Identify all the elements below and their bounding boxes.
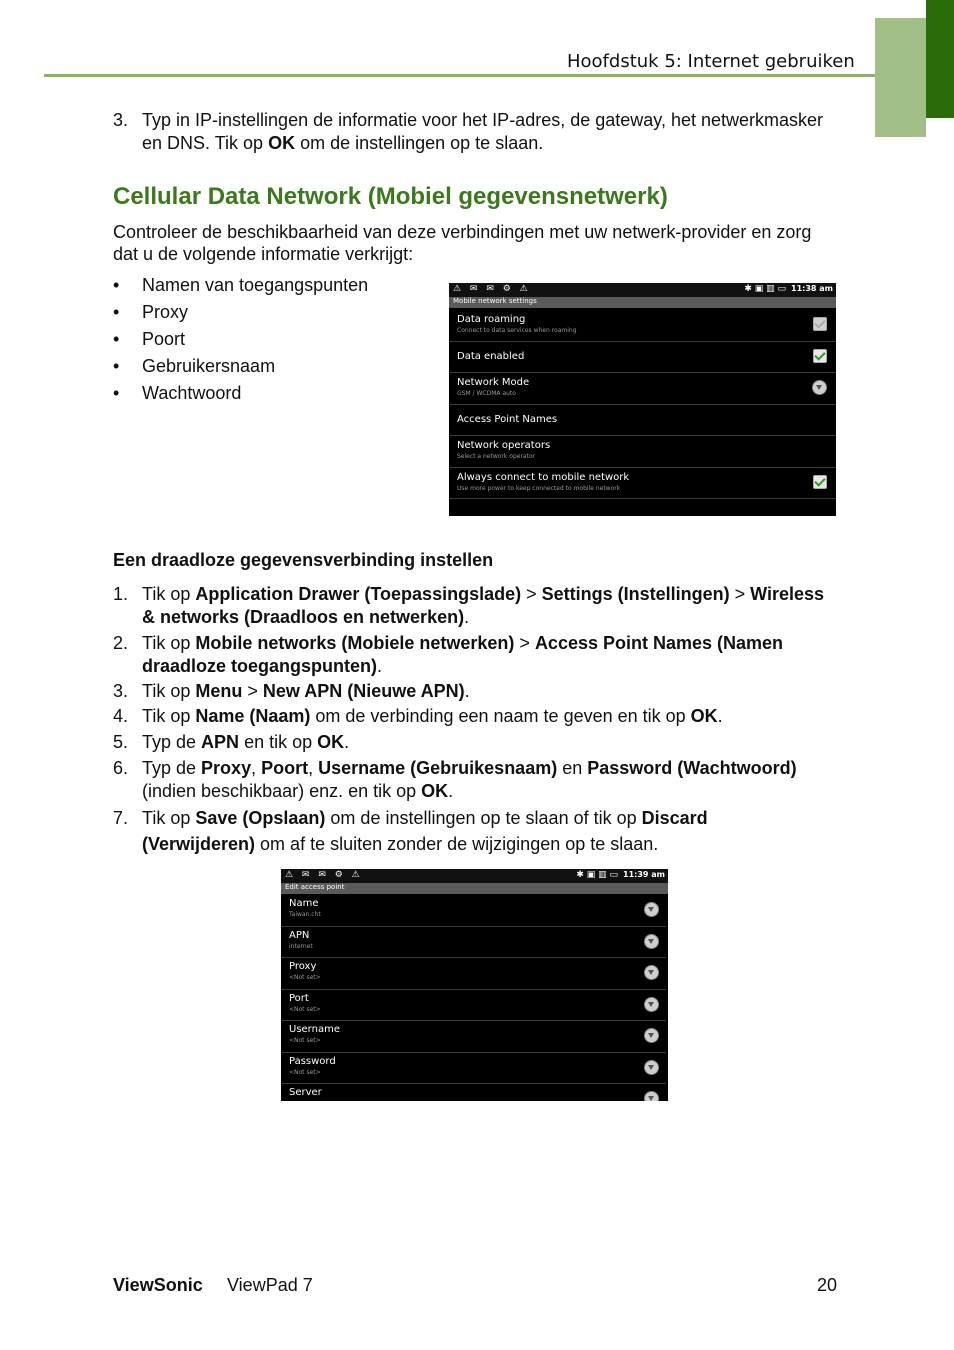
step-text-bold: Discard (Verwijderen)	[142, 808, 708, 854]
step-text-bold: Wireless & networks (Draadloos en netwerken)	[142, 584, 825, 627]
settings-row[interactable]	[449, 435, 836, 468]
status-icons: ✱ ▣ ▥ ▭	[744, 284, 786, 294]
bullet-text: Proxy	[142, 302, 189, 322]
step-text-part: om de instellingen op te slaan of tik op	[325, 808, 642, 828]
step-text-bold: Proxy	[201, 758, 252, 778]
corner-tab-light	[875, 18, 926, 137]
step-text-part: .	[344, 732, 350, 752]
screen-title: Edit access point	[285, 883, 345, 891]
step-text-bold: OK	[421, 781, 449, 801]
settings-row[interactable]	[449, 341, 836, 374]
dropdown-icon[interactable]	[644, 1060, 659, 1075]
status-time: 11:38 am	[791, 284, 833, 293]
settings-row-label: Always connect to mobile network	[457, 471, 630, 483]
step-text-part: ,	[308, 758, 319, 778]
step-number: 2.	[113, 633, 129, 653]
notification-icons: ⚠ ✉ ✉ ⚙ ⚠	[285, 870, 363, 880]
step-text-part: .	[377, 656, 383, 676]
step-text-part: en	[557, 758, 588, 778]
step-text-bold: Username (Gebruikesnaam)	[318, 758, 558, 778]
step-text-part: .	[464, 607, 470, 627]
apn-field-value: Taiwan.cht	[289, 911, 321, 918]
intro-step-text	[142, 109, 842, 155]
apn-field-row[interactable]	[281, 894, 666, 927]
bullet-marker: •	[113, 383, 120, 403]
apn-field-value: <Not set>	[289, 1068, 321, 1076]
apn-field-row[interactable]	[281, 1052, 666, 1085]
apn-field-label: Username	[289, 1024, 340, 1035]
dropdown-icon[interactable]	[644, 997, 659, 1012]
step-text-bold: New APN (Nieuwe APN)	[262, 681, 465, 701]
step-text-bold: Settings (Instellingen)	[541, 584, 730, 604]
step-text-part: .	[448, 781, 454, 801]
screen-title: Mobile network settings	[453, 297, 537, 305]
status-time: 11:39 am	[623, 870, 665, 879]
footer-model: ViewPad 7	[227, 1275, 313, 1295]
settings-row[interactable]	[449, 467, 836, 500]
step-text-bold: OK	[690, 706, 718, 726]
intro-step-text-after: om de instellingen op te slaan.	[295, 133, 544, 153]
checkbox-disabled-icon[interactable]	[813, 317, 827, 331]
bullet-marker: •	[113, 275, 120, 295]
step-text	[142, 757, 842, 803]
step-text	[142, 705, 842, 728]
apn-field-row[interactable]	[281, 926, 666, 959]
dropdown-icon[interactable]	[644, 902, 659, 917]
settings-row-summary: GSM / WCDMA auto	[457, 390, 516, 397]
step-number: 6.	[113, 758, 129, 778]
apn-field-value: <Not set>	[289, 1005, 321, 1013]
step-number: 1.	[113, 584, 129, 604]
intro-step-bold: OK	[268, 133, 296, 153]
dropdown-icon[interactable]	[812, 380, 827, 395]
settings-row[interactable]	[449, 372, 836, 405]
mobile-network-settings-screenshot	[449, 283, 836, 516]
status-bar	[281, 869, 668, 884]
settings-row-summary: Connect to data services when roaming	[457, 327, 577, 334]
chapter-header: Hoofdstuk 5: Internet gebruiken	[567, 51, 855, 72]
step-text-part: Tik op	[142, 706, 196, 726]
step-text-part: en tik op	[239, 732, 318, 752]
step-text-part: ,	[251, 758, 262, 778]
step-text-bold: APN	[201, 732, 240, 752]
apn-field-row[interactable]	[281, 1083, 666, 1101]
dropdown-icon[interactable]	[644, 934, 659, 949]
step-text-part: om af te sluiten zonder de wijzigingen op te slaan.	[255, 834, 659, 854]
status-icons: ✱ ▣ ▥ ▭	[576, 870, 618, 880]
section-title: Cellular Data Network (Mobiel gegevensnetwerk)	[113, 183, 668, 210]
page-number: 20	[817, 1275, 838, 1295]
apn-field-label: Password	[289, 1055, 336, 1067]
apn-field-label: Port	[289, 992, 309, 1004]
edit-access-point-screenshot	[281, 869, 668, 1101]
bullet-marker: •	[113, 329, 120, 349]
step-text	[142, 805, 752, 857]
bullet-text: Wachtwoord	[142, 383, 242, 403]
apn-field-row[interactable]	[281, 989, 666, 1022]
settings-row-label: Data roaming	[457, 314, 526, 325]
bullet-text: Poort	[142, 329, 186, 349]
apn-field-label: APN	[289, 929, 310, 941]
step-text-part: Tik op	[142, 808, 196, 828]
dropdown-icon[interactable]	[644, 1028, 659, 1043]
corner-tab-dark	[926, 0, 954, 118]
apn-field-value: <Not set>	[289, 974, 321, 981]
bullet-marker: •	[113, 302, 120, 322]
apn-field-label: Name	[289, 898, 319, 909]
step-text	[142, 583, 842, 629]
step-text-part: .	[717, 706, 723, 726]
intro-step-text-before: Typ in IP-instellingen de informatie voor het IP-adres, de gateway, het netwerkmasker en DNS. Tik op	[142, 110, 824, 153]
settings-row[interactable]	[449, 309, 836, 342]
settings-row-summary: Use more power to keep connected to mobile network	[457, 484, 621, 492]
step-text-part: om de verbinding een naam te geven en tik op	[310, 706, 691, 726]
step-text-part: >	[242, 681, 263, 701]
step-text-part: Typ de	[142, 732, 202, 752]
step-text-part: >	[514, 633, 535, 653]
apn-field-value: internet	[289, 942, 313, 950]
footer-brand: ViewSonic	[113, 1275, 203, 1295]
step-text-part: Typ de	[142, 758, 202, 778]
settings-row[interactable]	[449, 404, 836, 437]
step-text-bold: Mobile networks (Mobiele netwerken)	[195, 633, 515, 653]
checkbox-checked-icon[interactable]	[813, 475, 827, 489]
step-text-bold: OK	[317, 732, 345, 752]
settings-row-label: Network Mode	[457, 377, 530, 388]
section-intro: Controleer de beschikbaarheid van deze verbindingen met uw netwerk-provider en zorg dat u de volgende informatie verkrijgt:	[113, 222, 812, 264]
subsection-title: Een draadloze gegevensverbinding instellen	[113, 550, 494, 570]
step-text-bold: Poort	[261, 758, 309, 778]
step-text-bold: Application Drawer (Toepassingslade)	[195, 584, 522, 604]
step-text-bold: Access Point Names (Namen draadloze toegangspunten)	[142, 633, 784, 676]
intro-step-number: 3.	[113, 110, 129, 130]
apn-field-row[interactable]	[281, 1020, 666, 1053]
apn-field-label: Proxy	[289, 961, 317, 972]
dropdown-icon[interactable]	[644, 1091, 659, 1101]
settings-row-label: Data enabled	[457, 350, 525, 362]
bullet-marker: •	[113, 356, 120, 376]
step-number: 7.	[113, 808, 129, 828]
notification-icons: ⚠ ✉ ✉ ⚙ ⚠	[453, 284, 531, 294]
settings-row-summary: Select a network operator	[457, 453, 536, 460]
step-number: 3.	[113, 681, 129, 701]
bullet-text: Gebruikersnaam	[142, 356, 276, 376]
apn-field-value: <Not set>	[289, 1037, 321, 1044]
step-text-bold: Password (Wachtwoord)	[587, 758, 797, 778]
step-text-bold: Menu	[195, 681, 243, 701]
step-text-part: Tik op	[142, 584, 196, 604]
step-text	[142, 731, 842, 754]
step-number: 4.	[113, 706, 129, 726]
step-number: 5.	[113, 732, 129, 752]
screen-title-bar	[281, 883, 668, 894]
step-text-part: Tik op	[142, 681, 196, 701]
settings-row-label: Network operators	[457, 440, 551, 451]
header-divider	[44, 74, 875, 77]
settings-row-label: Access Point Names	[457, 413, 558, 425]
bullet-text: Namen van toegangspunten	[142, 275, 369, 295]
step-text-part: Tik op	[142, 633, 196, 653]
step-text-part: >	[521, 584, 542, 604]
apn-field-row[interactable]	[281, 957, 666, 990]
step-text-part: (indien beschikbaar) enz. en tik op	[142, 781, 422, 801]
step-text-part: >	[729, 584, 751, 604]
step-text-part: .	[464, 681, 470, 701]
step-text-bold: Save (Opslaan)	[195, 808, 326, 828]
screen-title-bar	[449, 297, 836, 308]
apn-field-label: Server	[289, 1087, 322, 1098]
dropdown-icon[interactable]	[644, 965, 659, 980]
step-text	[142, 680, 842, 703]
step-text-bold: Name (Naam)	[195, 706, 311, 726]
step-text	[142, 632, 842, 678]
checkbox-checked-icon[interactable]	[813, 349, 827, 363]
status-bar	[449, 283, 836, 298]
